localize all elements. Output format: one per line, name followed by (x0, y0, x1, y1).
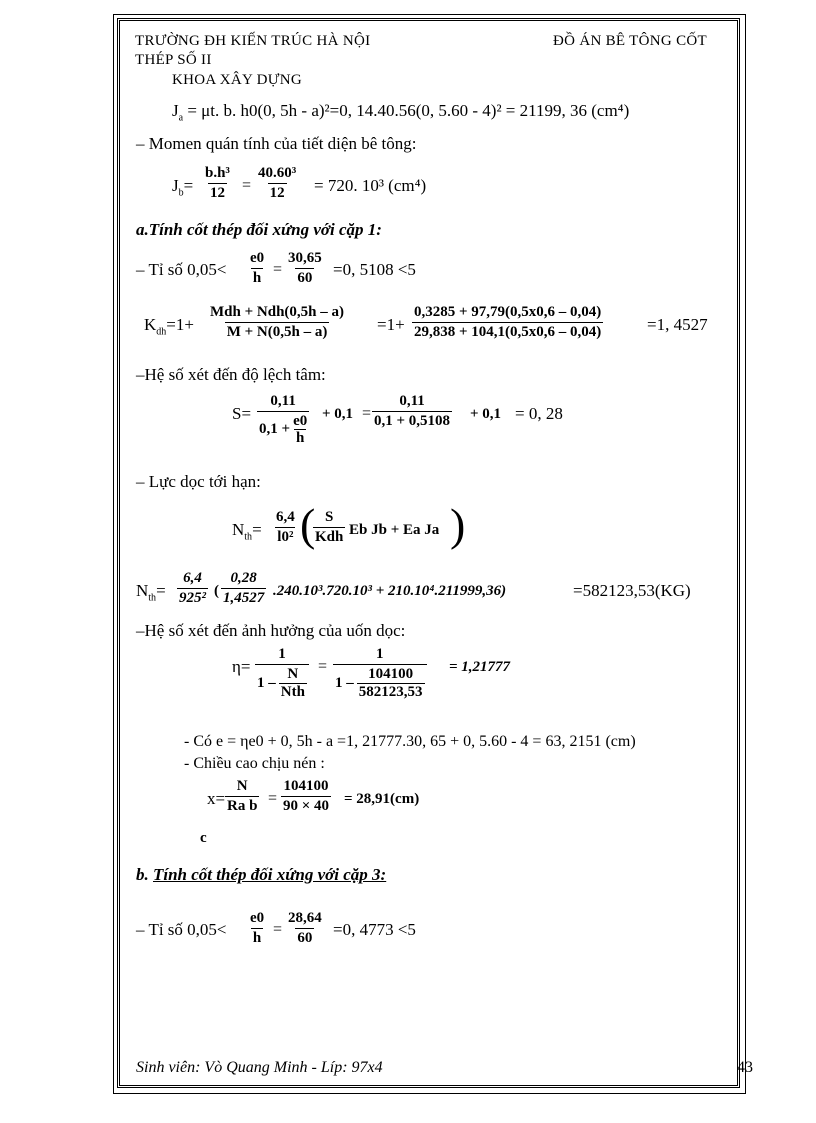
ratio3-frac1 (248, 910, 266, 947)
kdh-lhs (144, 316, 194, 341)
frac-num: 0,28 (230, 570, 257, 586)
he-so-text: –Hệ số xét đến độ lệch tâm: (136, 365, 326, 384)
chieu-cao-text: - Chiều cao chịu nén : (184, 755, 325, 772)
eq-jb-result: = 720. 10³ (cm⁴) (314, 176, 427, 195)
frac-num: 0,3285 + 97,79(0,5x0,6 – 0,04) (414, 304, 602, 320)
nth-lhs-sub: th (244, 531, 253, 543)
frac-den: 12 (269, 185, 285, 201)
s-frac2 (372, 393, 452, 430)
frac-den: M + N(0,5h – a) (226, 324, 328, 340)
frac-num: 0,11 (399, 393, 425, 409)
x-result: = 28,91(cm) (344, 791, 420, 807)
nth-inner-frac (313, 509, 345, 546)
eq-jb-lhs-sub: b (178, 187, 184, 199)
kdh-lhs-text: K (144, 315, 157, 334)
frac-den: 12 (209, 185, 225, 201)
s-plus2: + 0,1 (470, 406, 502, 422)
nth-tail: Eb Jb + Ea Ja (349, 522, 440, 538)
nth-calc-result: =582123,53(KG) (573, 581, 691, 600)
nth-frac (274, 509, 297, 546)
x-frac1 (225, 778, 259, 815)
eq-jb-lhs: $J_b=$ (172, 176, 194, 199)
kdh-frac1 (208, 304, 346, 341)
section-b-title (136, 866, 386, 884)
frac-den: Nth (280, 684, 305, 700)
frac-den: 925² (179, 590, 206, 606)
frac-num: Mdh + Ndh(0,5h – a) (210, 304, 344, 320)
nth-calc-lhs-text: N (136, 581, 149, 600)
nth-close-paren: ) (450, 499, 466, 550)
frac-num: 104100 (283, 778, 329, 794)
nested-frac (279, 666, 307, 701)
ratio3-frac2 (286, 910, 324, 947)
header-project-cont: THÉP SỐ II (135, 52, 212, 68)
frac-den (257, 411, 309, 446)
frac-num: S (325, 509, 334, 525)
eta-frac2 (333, 646, 427, 701)
nested-frac (293, 413, 307, 446)
frac-den-pre: 0,1 + (259, 421, 291, 437)
frac-den: 90 × 40 (283, 798, 330, 814)
header-faculty: KHOA XÂY DỰNG (172, 72, 302, 88)
eq-sign: = (273, 261, 283, 278)
nth-calc-lhs-sub: th (148, 592, 157, 604)
frac-den: Kdh (315, 529, 344, 545)
nth-calc-lhs: $N_{th}=$ (136, 581, 166, 604)
eta-frac1 (255, 646, 309, 701)
eq-sign: = (242, 177, 252, 194)
nth-calc-tail: .240.10³.720.10³ + 210.10⁴.211999,36) (273, 583, 507, 599)
frac-num: 6,4 (183, 570, 202, 586)
eq-ja-lhs: J (172, 101, 179, 120)
eq-ja-lhs-sub: a (178, 112, 184, 124)
co-e-text: - Có e = ηe0 + 0, 5h - a =1, 21777.30, 65 + 0, 5.60 - 4 = 63, 2151 (cm) (184, 733, 636, 750)
frac-num: 6,4 (276, 509, 295, 525)
nth-lhs-text: N (232, 520, 245, 539)
kdh-result: =1, 4527 (647, 315, 708, 334)
luc-doc-text: – Lực dọc tới hạn: (136, 472, 261, 491)
frac-num: b.h³ (205, 165, 230, 181)
frac-den-pre: 1 – (335, 675, 354, 691)
frac-den: 29,838 + 104,1(0,5x0,6 – 0,04) (414, 324, 602, 340)
nth-calc-frac2 (221, 570, 266, 607)
eta-result: = 1,21777 (449, 659, 511, 675)
section-a-text: a.Tính cốt thép đối xứng với cặp 1: (136, 220, 382, 239)
nth-open-paren: ( (300, 499, 316, 550)
stray-c: c (200, 830, 207, 846)
nth-lhs: $N_{th}=$ (232, 520, 262, 543)
ratio1-result: =0, 5108 <5 (333, 260, 416, 279)
page-number: 43 (737, 1059, 753, 1076)
s-result: = 0, 28 (515, 404, 563, 423)
frac-den: l0² (277, 529, 294, 545)
frac-den-pre: 1 – (257, 675, 276, 691)
eq-ja (172, 102, 629, 127)
uon-doc-text: –Hệ số xét đến ảnh hưởng của uốn dọc: (136, 621, 406, 640)
nested-frac (357, 666, 425, 701)
frac-num: 1 (376, 646, 384, 662)
ratio1-text: – Tỉ số 0,05< (136, 260, 227, 279)
header-project: ĐỒ ÁN BÊ TÔNG CỐT (553, 33, 707, 49)
nth-calc-open: ( (214, 583, 219, 599)
eta-lhs: η= (232, 657, 251, 676)
nth-calc-frac1 (177, 570, 208, 607)
ratio1-frac1 (248, 250, 266, 287)
ratio1-frac2 (286, 250, 324, 287)
frac-den: 60 (297, 930, 313, 946)
eq-jb-frac2 (256, 165, 298, 202)
s-lhs: S= (232, 404, 252, 423)
frac-den: 582123,53 (358, 684, 423, 700)
section-b-prefix: b. (136, 865, 153, 884)
frac-num: 1 (278, 646, 286, 662)
frac-num: 30,65 (288, 250, 322, 266)
frac-num: N (287, 666, 299, 682)
eq-jb-frac1 (203, 165, 232, 202)
frac-num: e0 (293, 413, 308, 429)
s-plus1: + 0,1 (322, 406, 354, 422)
eq-jb-lhs-text: J (172, 176, 179, 195)
frac-den: h (295, 430, 305, 446)
x-lhs: x= (207, 789, 226, 808)
frac-den: h (252, 270, 262, 286)
ratio3-text: – Tỉ số 0,05< (136, 920, 227, 939)
frac-num: 28,64 (288, 910, 322, 926)
frac-num: 104100 (368, 666, 414, 682)
frac-num: e0 (250, 250, 265, 266)
eq-ja-body: = μt. b. h0(0, 5h - a)²=0, 14.40.56(0, 5.60 - 4)² = 21199, 36 (cm⁴) (183, 101, 630, 120)
frac-den: Ra b (227, 798, 258, 814)
kdh-frac2 (412, 304, 603, 341)
s-eq: = (362, 405, 372, 422)
eq-sign: = (273, 921, 283, 938)
frac-num: 40.60³ (258, 165, 297, 181)
frac-num: 0,11 (270, 393, 296, 409)
frac-den: 0,1 + 0,5108 (374, 413, 451, 429)
x-eq: = (268, 790, 278, 807)
section-b-text: Tính cốt thép đối xứng với cặp 3: (153, 865, 387, 884)
footer-student: Sinh viên: Vò Quang Minh - Líp: 97x4 (136, 1059, 383, 1076)
x-frac2 (281, 778, 331, 815)
section-a-title (136, 221, 382, 239)
kdh-mid: =1+ (377, 315, 405, 334)
kdh-lhs-sub: dh (156, 326, 167, 338)
frac-num: N (236, 778, 248, 794)
ratio3-result: =0, 4773 <5 (333, 920, 416, 939)
frac-den: h (252, 930, 262, 946)
s-frac1 (257, 393, 309, 446)
frac-den: 60 (297, 270, 313, 286)
header-school: TRƯỜNG ĐH KIẾN TRÚC HÀ NỘI (135, 33, 371, 49)
momen-text: – Momen quán tính của tiết diện bê tông: (136, 134, 417, 153)
frac-den (255, 664, 309, 701)
kdh-pre: =1+ (166, 315, 194, 334)
frac-den (333, 664, 427, 701)
frac-num: e0 (250, 910, 265, 926)
eta-eq: = (318, 658, 328, 675)
frac-den: 1,4527 (223, 590, 265, 606)
